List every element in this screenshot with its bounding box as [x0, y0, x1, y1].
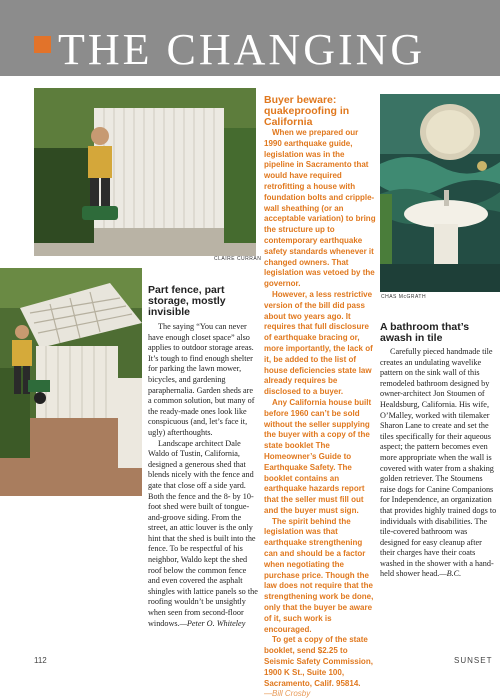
bathroom-photo	[380, 94, 500, 292]
fence-paragraph-2-text: Landscape architect Dale Waldo of Tustin, California, designed a generous shed that blends nicely with the fence and gate that close off a side yard. Both the fence and the 8- by 10-foot shed were built of tongue-and-groove siding. From the street, an attic louver is the only hint that the shed is built into the fence. To be respectful of his neighbor, Waldo kept the shed roof below the common fence and even covered the asphalt shingles with lattice panels so the roofing wouldn’t be unsightly when seen from second-floor windows.	[148, 438, 258, 628]
quake-paragraph-2: However, a less restrictive version of the bill did pass about two years ago. It requires that full disclosure of earthquake bracing or, more importantly, the lack of it, be added to the list of house deficiencies state law already requires be disclosed to a buyer.	[264, 289, 373, 397]
photo-credit-bathroom: CHAS McGRATH	[381, 294, 427, 300]
page-title: THE CHANGING	[58, 25, 426, 74]
bath-signoff: —B.C.	[439, 569, 462, 579]
photo-credit-fence: CLAIRE CURRAN	[214, 256, 262, 262]
quake-signoff: —Bill Crosby	[264, 689, 311, 699]
quake-article-body	[264, 128, 376, 700]
fence-paragraph-1: The saying “You can never have enough closet space” also applies to outdoor storage areas. It’s tough to find enough shelter for parking the lawn mower, bicycles, and gardening paraphernalia. Garden sheds are a common solution, but many of the ready-made ones look like conspicuous (and, let’s face it, ugly) afterthoughts.	[148, 322, 255, 437]
fence-paragraph-2	[148, 439, 258, 630]
title-banner	[0, 0, 500, 76]
shed-photo	[0, 268, 142, 496]
magazine-name: SUNSET	[454, 656, 493, 665]
orange-square-icon	[34, 36, 51, 53]
fence-signoff: —Peter O. Whiteley	[179, 618, 246, 628]
bath-headline: A bathroom that’s awash in tile	[380, 321, 470, 344]
bath-paragraph-1	[380, 347, 498, 580]
fence-headline: Part fence, part storage, mostly invisible	[148, 284, 226, 318]
quake-paragraph-1: When we prepared our 1990 earthquake guide, legislation was in the pipeline in Sacramento that would have required retrofitting a house with foundation bolts and cripple-wall sheathing (or an acceptable variation) to bring the structure up to contemporary earthquake safety standards whenever it changed owners. That legislation was vetoed by the governor.	[264, 128, 376, 289]
bath-article-body	[380, 347, 498, 580]
quake-paragraph-3: Any California house built before 1960 can’t be sold without the seller supplying the buyer with a copy of the state booklet The Homeowner’s Guide to Earthquake Safety. The booklet contains an earthquake hazards report that the seller must fill out and the buyer must sign.	[264, 397, 372, 515]
quake-paragraph-5: To get a copy of the state booklet, send $2.25 to Seismic Safety Commission, 1900 K St., Suite 100, Sacramento, Calif. 95814.	[264, 635, 373, 688]
bath-paragraph-1-text: Carefully pieced handmade tile creates an undulating wavelike pattern on the sink wall of this remodeled bathroom designed by owner-architect Jon Stoumen of Healdsburg, California. His wife, O’Malley, worked with tilemaker Sharon Lane to create and set the tiles specifically for their aqueous aspect; the pattern becomes even more appropriate when the wall is covered with water from a shaking golden retriever. The Stoumens raise dogs for Canine Companions for Independence, an organization that provides highly trained dogs to individuals with disabilities. The tile-covered bathroom was designed for easy cleanup after their charges have their coats washed in the shower with a hand-held shower head.	[380, 347, 497, 579]
quake-headline: Buyer beware: quakeproofing in California	[264, 94, 350, 128]
page-number: 112	[34, 656, 47, 665]
fence-gate-photo	[34, 88, 256, 256]
fence-article-body	[148, 322, 258, 629]
quake-paragraph-4: The spirit behind the legislation was that earthquake strengthening can and should be a factor when negotiating the purchase price. Though the law does not require that the strengthening work be done, only that the buyer be aware of it, such work is encouraged.	[264, 516, 374, 634]
